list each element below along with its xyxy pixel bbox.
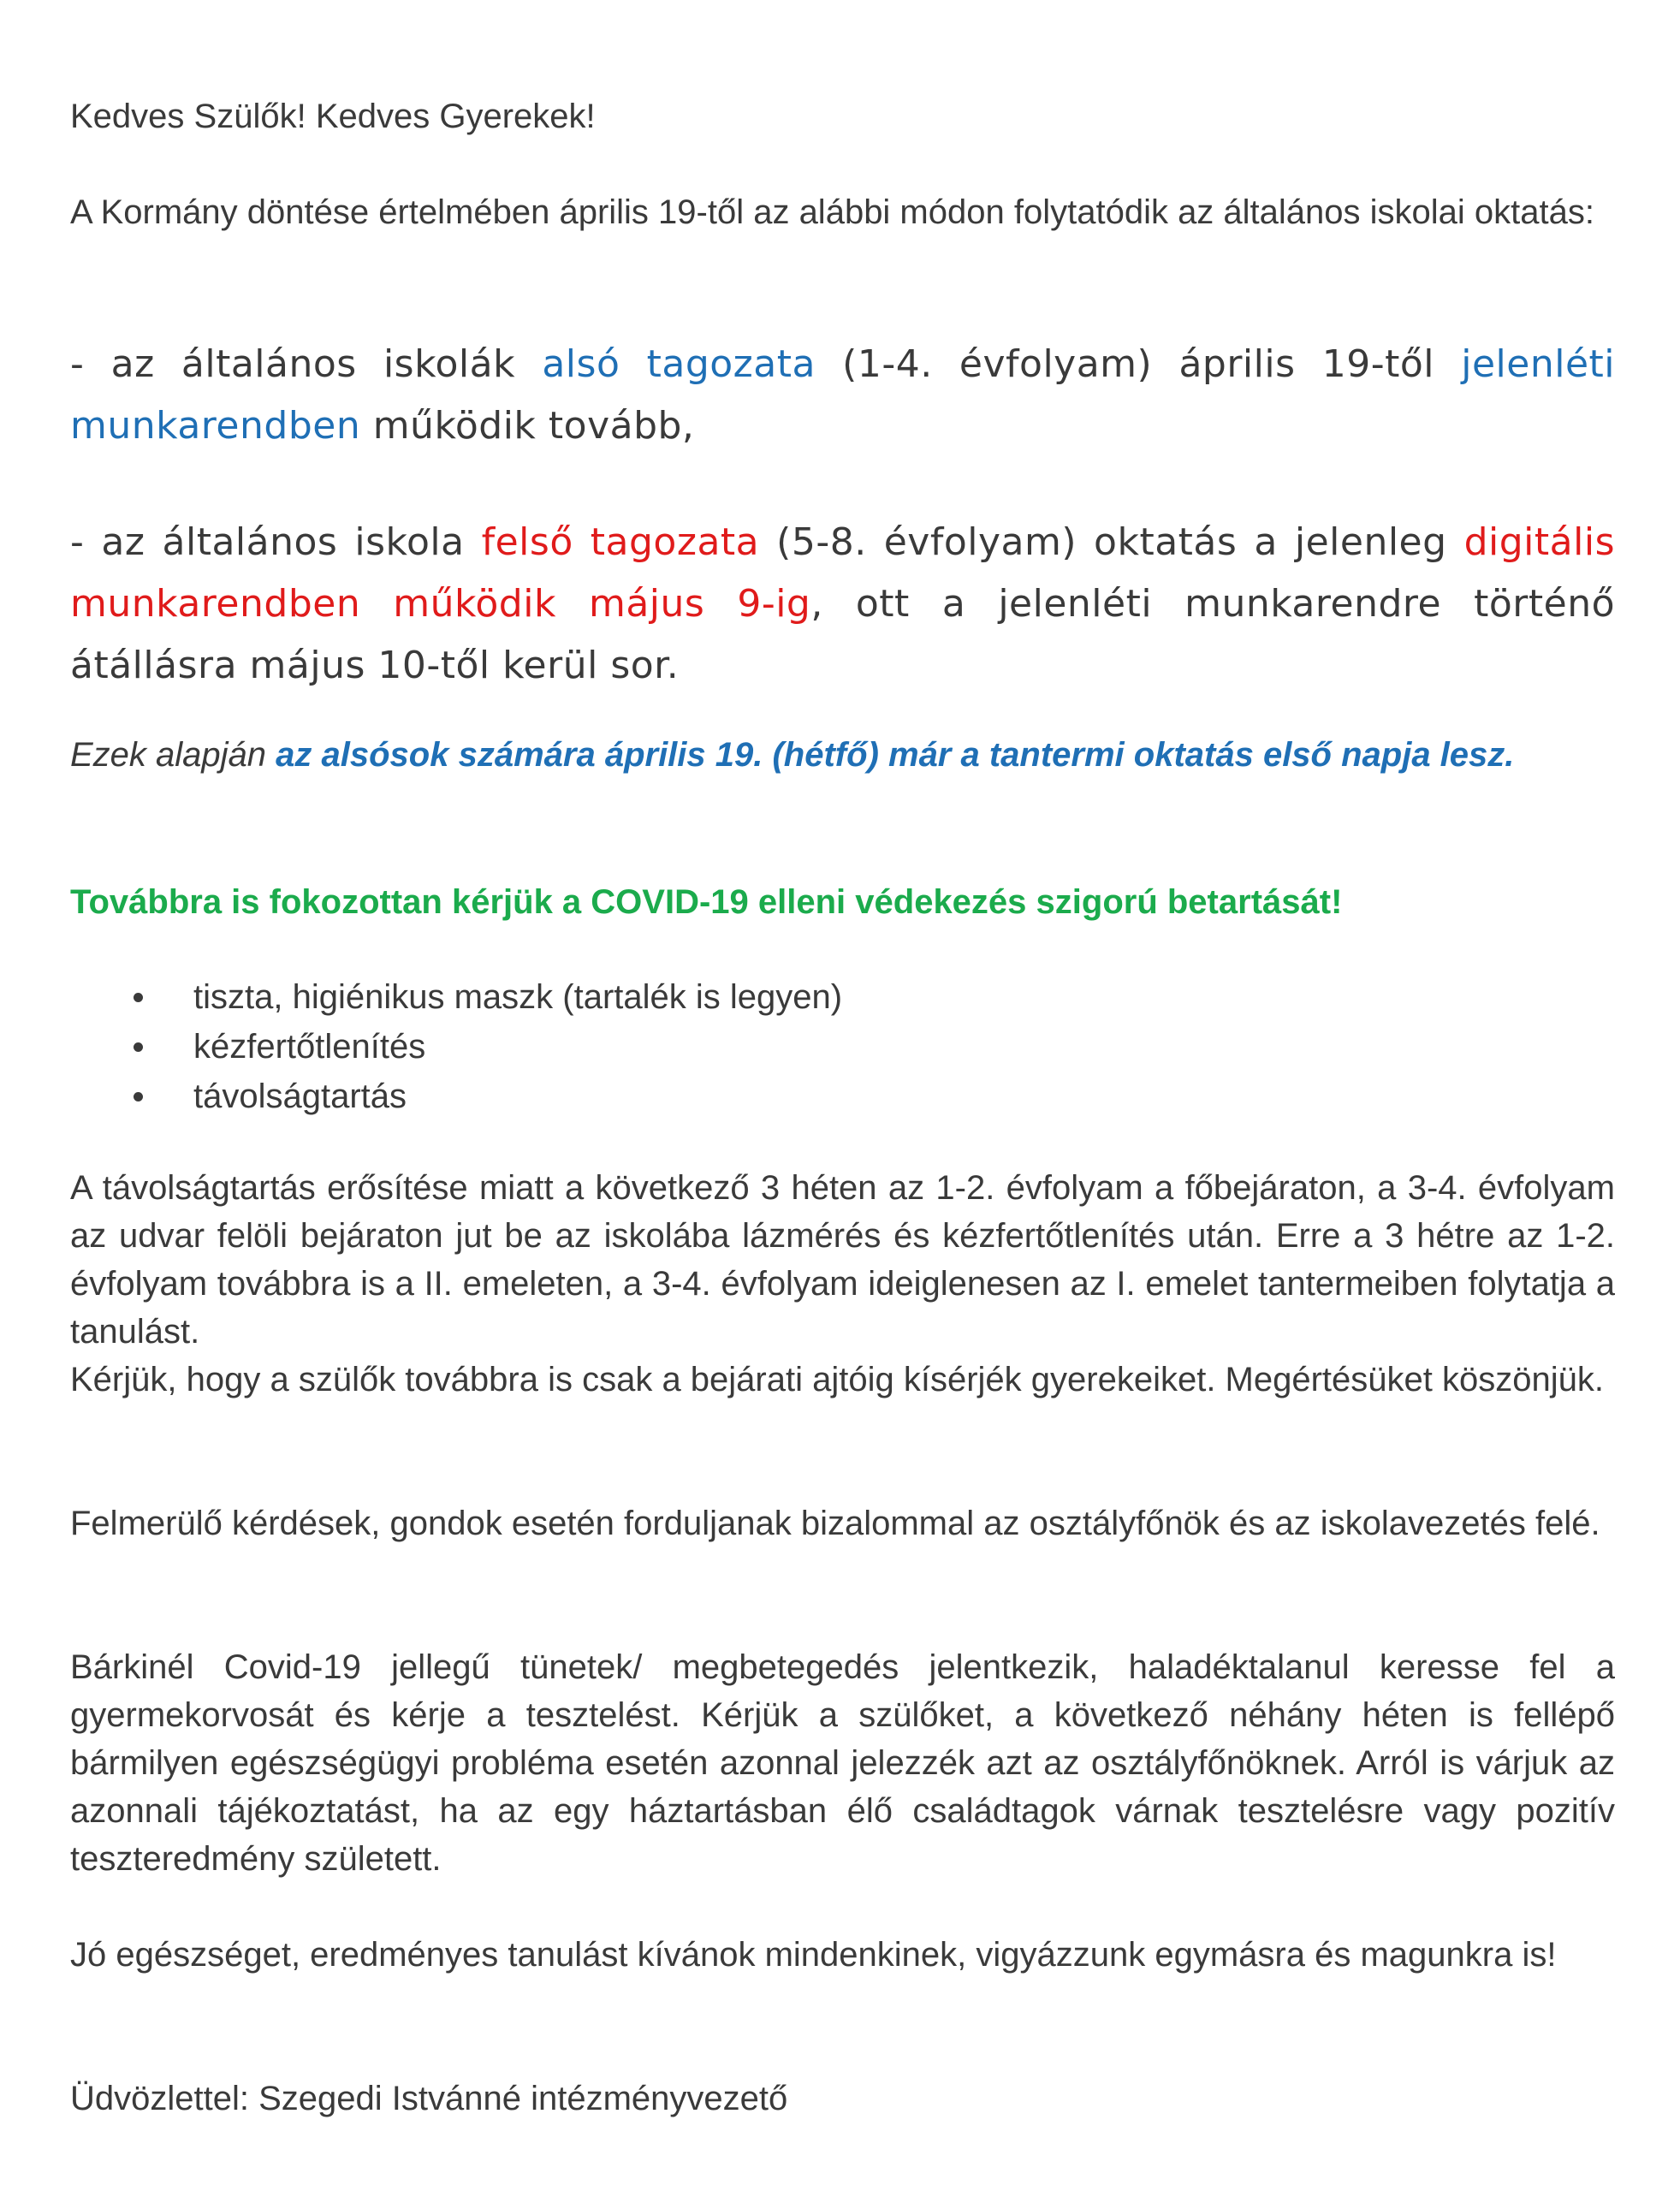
attendance-mode-highlight: jelenléti munkarendben (70, 342, 1615, 448)
first-day-note-intro: Ezek alapján (70, 736, 276, 774)
bullet-icon (134, 1042, 143, 1052)
list-item (70, 972, 1615, 1022)
lower-grades-highlight: alsó tagozata (542, 342, 816, 386)
signature: Üdvözlettel: Szegedi Istvánné intézményvezető (70, 2080, 788, 2117)
distance-paragraph: A távolságtartás erősítése miatt a következő 3 héten az 1-2. évfolyam a főbejáraton, a 3-4. évfolyam az udvar felöli bejáraton jut be az iskolába lázmérés és kézfertőtlenítés után. Erre a 3 hétre az 1-2. évfolyam továbbra is a II. emeleten, a 3-4. évfolyam ideiglenesen az I. emelet tantermeiben folytatja a tanulást. (70, 1169, 1615, 1351)
symptoms-paragraph: Bárkinél Covid-19 jellegű tünetek/ megbetegedés jelentkezik, haladéktalanul keresse fel a gyermekorvosát és kérje a tesztelést. Kérjük a szülőket, a következő néhány héten is fellépő bármilyen egészségügyi probléma esetén azonnal jelezzék azt az osztályfőnöknek. Arról is várjuk az azonnali tájékoztatást, ha az egy háztartásban élő családtagok várnak tesztelésre vagy pozitív teszteredmény született. (70, 1648, 1615, 1878)
list-item-label: tiszta, higiénikus maszk (tartalék is legyen) (193, 978, 843, 1016)
upper-grades-highlight: felső tagozata (481, 520, 760, 564)
covid-heading: Továbbra is fokozottan kérjük a COVID-19 elleni védekezés szigorú betartását! (70, 883, 1343, 921)
upper-grades-item (70, 512, 1615, 697)
intro-paragraph: A Kormány döntése értelmében április 19-től az alábbi módon folytatódik az általános iskolai oktatás: (70, 193, 1594, 231)
lower-grades-text-c: (1-4. évfolyam) április 19-től (815, 342, 1462, 386)
wishes-paragraph: Jó egészséget, eredményes tanulást kívánok mindenkinek, vigyázzunk egymásra és magunkra is! (70, 1936, 1557, 1974)
protection-list (70, 972, 1615, 1121)
first-day-note (70, 731, 1615, 779)
list-item-label: kézfertőtlenítés (193, 1028, 426, 1066)
upper-grades-text-e: , ott a jelenléti munkarendre történő átállásra május 10-től kerül sor. (70, 582, 1616, 687)
lower-grades-text-e: működik tovább, (360, 404, 695, 448)
parents-paragraph: Kérjük, hogy a szülők továbbra is csak a bejárati ajtóig kísérjék gyerekeiket. Megértésüket köszönjük. (70, 1361, 1604, 1398)
list-item (70, 1022, 1615, 1072)
lower-grades-text-a: - az általános iskolák (70, 342, 543, 386)
digital-mode-highlight: digitális munkarendben működik május 9-ig (70, 520, 1615, 626)
first-day-note-highlight: az alsósok számára április 19. (hétfő) már a tantermi oktatás első napja lesz. (276, 736, 1515, 774)
bullet-icon (134, 993, 143, 1002)
bullet-icon (134, 1092, 143, 1101)
lower-grades-item (70, 334, 1615, 457)
questions-paragraph: Felmerülő kérdések, gondok esetén forduljanak bizalommal az osztályfőnök és az iskolavezetés felé. (70, 1505, 1600, 1542)
list-item (70, 1072, 1615, 1121)
upper-grades-text-c: (5-8. évfolyam) oktatás a jelenleg (759, 520, 1464, 564)
greeting: Kedves Szülők! Kedves Gyerekek! (70, 98, 596, 135)
list-item-label: távolságtartás (193, 1078, 407, 1115)
upper-grades-text-a: - az általános iskola (70, 520, 482, 564)
